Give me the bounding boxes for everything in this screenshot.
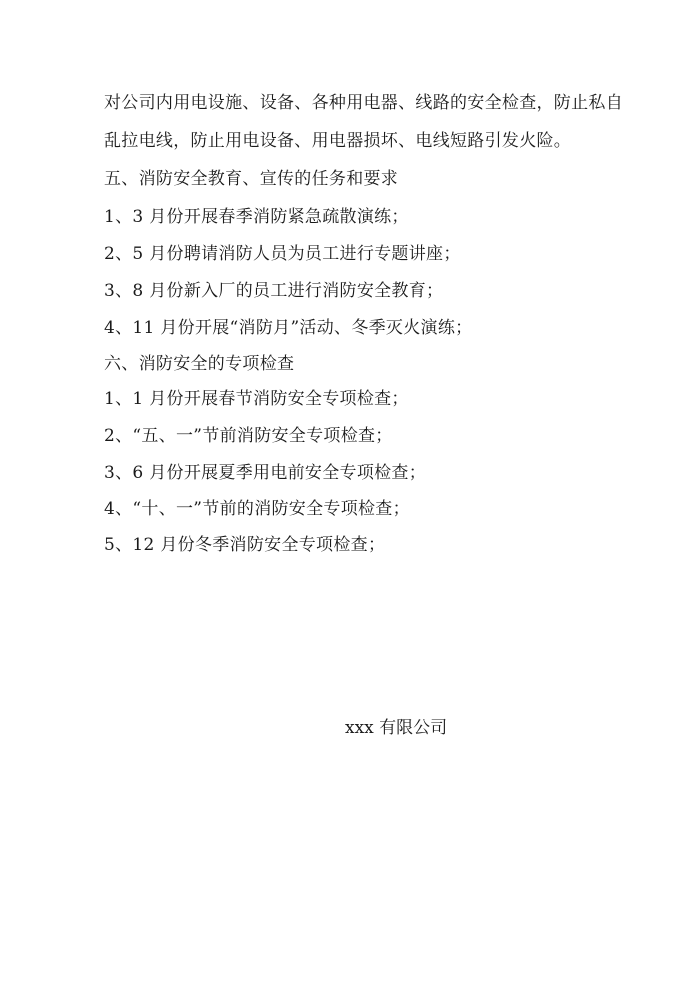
list-item: 1、3 月份开展春季消防紧急疏散演练； — [104, 207, 409, 227]
list-item: 2、5 月份聘请消防人员为员工进行专题讲座； — [104, 244, 461, 264]
list-item: 1、1 月份开展春节消防安全专项检查； — [104, 389, 409, 409]
list-item: 4、“十、一”节前的消防安全专项检查； — [104, 499, 410, 519]
list-item: 4、11 月份开展“消防月”活动、冬季灭火演练； — [104, 318, 473, 338]
list-item: 3、6 月份开展夏季用电前安全专项检查； — [104, 463, 427, 483]
paragraph-line: 对公司内用电设施、设备、各种用电器、线路的安全检查，防止私自 — [104, 93, 623, 113]
section-heading-5: 五、消防安全教育、宣传的任务和要求 — [104, 169, 399, 189]
company-signature: xxx 有限公司 — [345, 718, 448, 738]
list-item: 5、12 月份冬季消防安全专项检查； — [104, 535, 386, 555]
list-item: 3、8 月份新入厂的员工进行消防安全教育； — [104, 281, 444, 301]
section-heading-6: 六、消防安全的专项检查 — [104, 354, 295, 374]
paragraph-line: 乱拉电线，防止用电设备、用电器损坏、电线短路引发火险。 — [104, 131, 572, 151]
list-item: 2、“五、一”节前消防安全专项检查； — [104, 426, 393, 446]
